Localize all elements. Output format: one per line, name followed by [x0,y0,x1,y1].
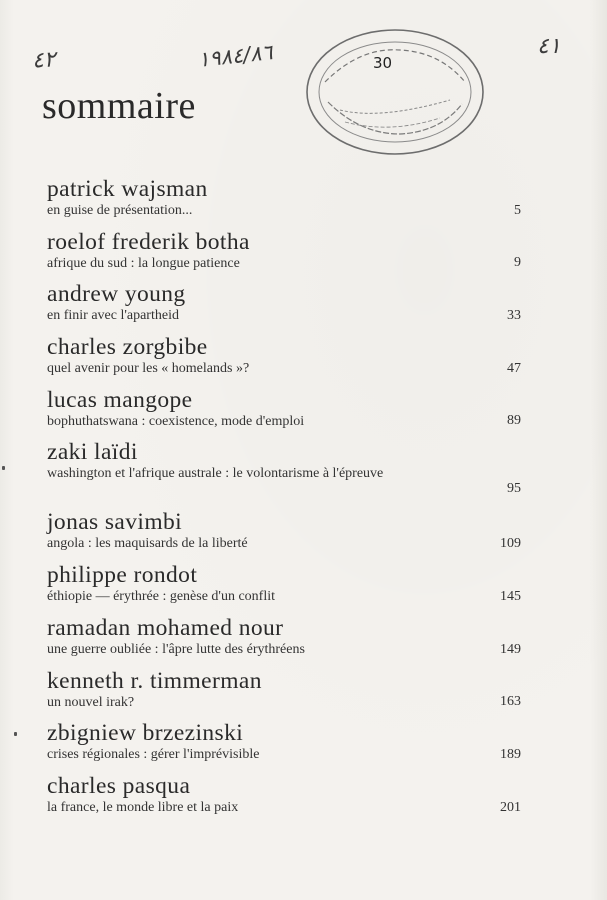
author-name: zbigniew brzezinski [47,720,244,747]
author-name: jonas savimbi [47,509,183,536]
toc-entry [47,509,521,562]
handwritten-number-left: ٤٢ [31,47,57,74]
author-name: kenneth r. timmerman [47,667,262,694]
toc-entry [47,615,521,668]
author-name: ramadan mohamed nour [47,614,284,641]
article-title: une guerre oubliée : l'âpre lutte des érythréens [47,641,305,657]
handwritten-date: ١٩٨٤/٨٦ [196,40,274,72]
page-title: sommaire [42,85,196,127]
handwritten-number-right: ٤١ [537,34,561,59]
page-number: 163 [500,694,521,710]
toc-entry [47,562,521,615]
article-title: quel avenir pour les « homelands »? [47,361,250,377]
author-name: philippe rondot [47,562,198,589]
author-name: charles pasqua [47,772,191,799]
toc-entry [47,387,521,440]
author-name: zaki laïdi [47,439,138,466]
page-number: 201 [500,799,521,815]
page-number: 109 [500,536,521,552]
article-title: crises régionales : gérer l'imprévisible [47,747,260,763]
article-title: angola : les maquisards de la liberté [47,536,248,552]
page-number: 33 [507,308,521,324]
page-number: 189 [500,746,521,762]
toc-entry [47,439,521,509]
toc-entry [47,229,521,282]
toc-entry [47,334,521,387]
page-number: 145 [500,588,521,604]
article-title: la france, le monde libre et la paix [47,799,239,815]
page-number: 5 [514,202,521,218]
toc-entry [47,668,521,721]
library-stamp [300,22,490,162]
margin-mark [14,732,17,736]
margin-mark [2,466,5,470]
page-number: 9 [514,255,521,271]
author-name: patrick wajsman [47,176,208,202]
page-number: 47 [507,360,521,376]
toc-entry [47,281,521,334]
stamp-number: 30 [373,54,393,72]
author-name: roelof frederik botha [47,228,250,255]
article-title: éthiopie — érythrée : genèse d'un conflit [47,589,275,605]
author-name: andrew young [47,281,186,308]
toc-entry [47,773,521,826]
toc-entry [47,720,521,773]
article-title: en guise de présentation... [47,203,193,218]
page-number: 149 [500,641,521,657]
table-of-contents [47,176,521,826]
page-number: 95 [507,481,521,497]
article-title: un nouvel irak? [47,694,135,710]
article-title: washington et l'afrique australe : le volontarisme à l'épreuve [47,466,384,482]
article-title: bophuthatswana : coexistence, mode d'emploi [47,413,305,429]
page-number: 89 [507,413,521,429]
author-name: charles zorgbibe [47,334,208,361]
author-name: lucas mangope [47,386,193,413]
article-title: afrique du sud : la longue patience [47,255,240,271]
toc-entry [47,176,521,229]
article-title: en finir avec l'apartheid [47,308,179,324]
